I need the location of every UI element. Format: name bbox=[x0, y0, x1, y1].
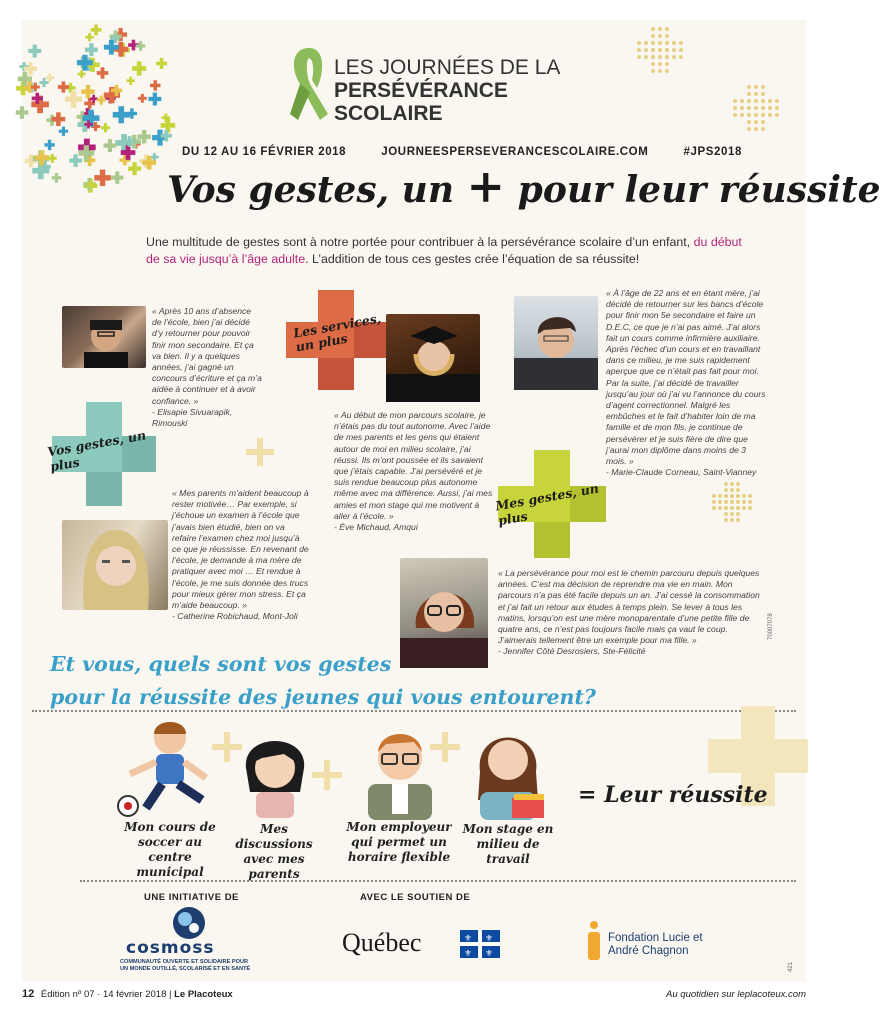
dot bbox=[768, 99, 772, 103]
confetti-plus-bar bbox=[94, 24, 98, 35]
testimonial-quote: « À l’âge de 22 ans et en étant mère, j’ai décidé de retourner sur les bancs d’école pour finir mon 5e secondaire et faire un D.E.C, ce que je n’ai pas aimé. J’ai alors fait un cours comme infirmière auxiliaire. Après l’échec d’un cours et en travaillant dans ce milieu, je me suis rapidement aperçue que ce n’était pas fait pour moi. Par la suite, j’ai décidé de travailler jusqu’au jour où j’ai vu l’annonce du cours d’agent correctionnel. Malgré les embûches et le fait d’habiter loin de ma famille et de mon fils, je continue de persévérer et je suis fière de dire que j’aurai mon diplôme dans moins de 3 mois. » bbox=[606, 288, 766, 467]
dot bbox=[658, 34, 662, 38]
confetti-plus-bar bbox=[86, 85, 90, 98]
dot bbox=[730, 518, 734, 522]
confetti-plus-bar bbox=[73, 154, 77, 167]
confetti-plus-bar bbox=[109, 40, 114, 55]
logo-line-1: LES JOURNÉES DE LA bbox=[334, 56, 561, 79]
dot bbox=[665, 41, 669, 45]
dot bbox=[761, 99, 765, 103]
dot bbox=[718, 500, 722, 504]
equation-item-intern: Mon stage en milieu de travail bbox=[462, 822, 554, 866]
dot bbox=[742, 506, 746, 510]
dot bbox=[761, 120, 765, 124]
confetti-plus-bar bbox=[115, 85, 119, 96]
testimonial-author: - Ève Michaud, Amqui bbox=[334, 522, 418, 533]
dot bbox=[730, 494, 734, 498]
confetti-plus-bar bbox=[34, 83, 37, 92]
confetti-plus-bar bbox=[49, 74, 52, 82]
dot bbox=[775, 113, 779, 117]
dot bbox=[724, 494, 728, 498]
dotted-cross-pattern bbox=[610, 20, 806, 150]
confetti-plus-bar bbox=[92, 95, 95, 103]
confetti-plus-bar bbox=[40, 151, 45, 165]
confetti-plus-bar bbox=[153, 153, 156, 162]
plus-operator-2 bbox=[312, 760, 342, 790]
dot bbox=[754, 120, 758, 124]
dot bbox=[679, 55, 683, 59]
dot bbox=[761, 85, 765, 89]
confetti-plus-bar bbox=[80, 70, 83, 78]
confetti-plus-bar bbox=[89, 43, 93, 56]
confetti-plus-bar bbox=[28, 62, 32, 75]
testimonial-quote: « Mes parents m’aident beaucoup à rester motivée… Par exemple, si j’échoue un examen à l’école que j’avais bien étudié, bien on va refaire l’examen chez moi jusqu’à ce que je réussisse. En revenant de l’école, je demande à ma mère de pratiquer avec moi … Et rendue à l’école, je me suis donnée des trucs pour mieux gérer mon stress. Et ça m’aide beaucoup. » bbox=[172, 488, 309, 611]
confetti-plus-bar bbox=[118, 42, 123, 57]
dotted-cross-small bbox=[702, 472, 762, 532]
confetti-plus-bar bbox=[101, 67, 105, 78]
confetti-plus-bar bbox=[90, 180, 93, 189]
headline-plus: + bbox=[466, 159, 506, 213]
confetti-plus-bar bbox=[130, 108, 133, 118]
question bbox=[50, 648, 710, 714]
dot bbox=[658, 27, 662, 31]
intro-highlight: du début de sa vie jusqu’à l’âge adulte bbox=[146, 235, 742, 266]
dot bbox=[740, 99, 744, 103]
dot bbox=[775, 106, 779, 110]
dot bbox=[730, 488, 734, 492]
testimonial-author: - Jennifer Côté Desrosiers, Ste-Félicité bbox=[498, 646, 646, 657]
event-dates: DU 12 AU 16 FÉVRIER 2018 bbox=[182, 146, 347, 158]
dot bbox=[736, 494, 740, 498]
side-code-small: 421 bbox=[788, 961, 794, 972]
soccer-boy-illustration bbox=[106, 714, 226, 824]
fondation-name: Fondation Lucie et André Chagnon bbox=[608, 932, 703, 957]
confetti-plus-pattern bbox=[22, 20, 182, 220]
dot bbox=[747, 127, 751, 131]
intro-paragraph bbox=[146, 234, 742, 268]
dot bbox=[768, 106, 772, 110]
dot bbox=[651, 62, 655, 66]
confetti-plus-bar bbox=[132, 40, 136, 51]
divider-top bbox=[32, 710, 796, 712]
equation-item-employer: Mon employeur qui permet un horaire flexible bbox=[346, 820, 452, 864]
vos-gestes-badge-label: Vos gestes, un plus bbox=[46, 427, 148, 475]
testimonial-elisapie bbox=[152, 306, 262, 429]
dot bbox=[724, 518, 728, 522]
event-website[interactable]: JOURNEESPERSEVERANCESCOLAIRE.COM bbox=[381, 146, 649, 158]
dot bbox=[637, 48, 641, 52]
cosmoss-name: cosmoss bbox=[126, 938, 215, 958]
dot bbox=[761, 92, 765, 96]
confetti-plus-bar bbox=[118, 106, 124, 123]
svg-text:⚜: ⚜ bbox=[464, 949, 473, 959]
dot bbox=[658, 41, 662, 45]
girl-illustration bbox=[240, 728, 310, 818]
side-code: 70007078 bbox=[768, 613, 774, 640]
logo-text bbox=[334, 56, 560, 125]
testimonial-quote: « Au début de mon parcours scolaire, je n’étais pas du tout autonome. Avec l’aide de mes parents et les gens qui étaient autour de moi en milieu scolaire, j’ai réussi. Ils m’ont poussée et ils savaient que j’étais capable. J’ai persévéré et je suis rendue beaucoup plus autonome même avec ma différence. Aussi, j’ai mes amies et mon stage qui me motivent à aller à l’école. » bbox=[334, 410, 493, 521]
dot bbox=[665, 62, 669, 66]
headline-part-1: Vos gestes, un bbox=[167, 169, 454, 211]
dot bbox=[724, 506, 728, 510]
confetti-plus-bar bbox=[100, 95, 103, 104]
dot bbox=[665, 55, 669, 59]
testimonial-jennifer bbox=[498, 568, 764, 658]
logo-line-2: PERSÉVÉRANCE bbox=[334, 79, 508, 102]
confetti-plus-bar bbox=[55, 173, 58, 183]
mes-gestes-badge-label: Mes gestes, un plus bbox=[494, 480, 600, 529]
dot bbox=[637, 55, 641, 59]
dot bbox=[761, 113, 765, 117]
confetti-plus-bar bbox=[71, 91, 77, 108]
dot bbox=[747, 113, 751, 117]
quebec-flag-icon bbox=[460, 930, 500, 958]
photo-marie-claude bbox=[514, 296, 598, 390]
svg-text:⚜: ⚜ bbox=[464, 934, 473, 944]
dot bbox=[754, 99, 758, 103]
dot bbox=[733, 106, 737, 110]
dot bbox=[736, 512, 740, 516]
dot bbox=[724, 482, 728, 486]
dot bbox=[644, 48, 648, 52]
dot bbox=[665, 34, 669, 38]
dot bbox=[754, 106, 758, 110]
dot bbox=[651, 69, 655, 73]
confetti-plus-bar bbox=[33, 45, 37, 58]
confetti-plus-bar bbox=[129, 77, 132, 85]
dot bbox=[718, 494, 722, 498]
dot bbox=[754, 113, 758, 117]
dot bbox=[742, 500, 746, 504]
dot bbox=[736, 506, 740, 510]
testimonial-quote: « La persévérance pour moi est le chemin parcouru depuis quelques années. C’est ma décision de reprendre ma vie en main. Mon parcours n’a pas été facile depuis un an. J’ai cessé la consommation et j’ai fait un retour aux études à temps plein. Se lever à tous les matins, lorsqu’on est une mère monoparentale d’une petite fille de quatre ans, ce n’est pas toujours facile mais ça vaut le coup. J’aimerais tellement être un exemple pour ma fille. » bbox=[498, 568, 760, 646]
dot bbox=[658, 62, 662, 66]
subheader bbox=[182, 146, 742, 158]
edition-info: Édition nº 07 · 14 février 2018 | bbox=[40, 989, 172, 1000]
fondation-logo-icon bbox=[584, 920, 604, 962]
dot bbox=[651, 48, 655, 52]
confetti-plus-bar bbox=[128, 136, 132, 147]
confetti-plus-bar bbox=[113, 34, 116, 43]
photo-catherine bbox=[62, 520, 168, 610]
dot bbox=[651, 34, 655, 38]
cosmoss-logo-icon bbox=[172, 906, 206, 940]
dot bbox=[724, 500, 728, 504]
testimonial-author: - Catherine Robichaud, Mont-Joli bbox=[172, 611, 298, 622]
confetti-plus-bar bbox=[100, 170, 105, 186]
dot bbox=[712, 506, 716, 510]
confetti-plus-bar bbox=[126, 145, 131, 160]
paper-name: Le Placoteux bbox=[174, 989, 233, 1000]
testimonial-eve bbox=[334, 410, 494, 533]
dot bbox=[748, 494, 752, 498]
dot bbox=[740, 113, 744, 117]
dot bbox=[658, 69, 662, 73]
confetti-plus-bar bbox=[104, 123, 107, 132]
dot bbox=[651, 27, 655, 31]
dot bbox=[679, 48, 683, 52]
confetti-plus-bar bbox=[160, 58, 164, 69]
question-line-1: Et vous, quels sont vos gestes bbox=[50, 652, 392, 676]
dot bbox=[718, 506, 722, 510]
dot bbox=[768, 113, 772, 117]
cosmoss-tagline: COMMUNAUTÉ OUVERTE ET SOLIDAIRE POUR UN MONDE OUTILLÉ, SCOLARISÉ ET EN SANTÉ bbox=[120, 959, 251, 972]
dot bbox=[644, 55, 648, 59]
question-line-2: pour la réussite des jeunes qui vous entourent? bbox=[50, 685, 596, 709]
logo-line-3: SCOLAIRE bbox=[334, 102, 443, 125]
dot bbox=[754, 92, 758, 96]
confetti-plus-bar bbox=[157, 130, 162, 146]
testimonial-marie-claude bbox=[606, 288, 766, 478]
confetti-plus-bar bbox=[35, 93, 39, 104]
confetti-plus-bar bbox=[20, 106, 24, 119]
confetti-plus-bar bbox=[142, 130, 146, 143]
dot bbox=[736, 482, 740, 486]
dot bbox=[672, 55, 676, 59]
testimonial-author: - Marie-Claude Corneau, Saint-Vianney bbox=[606, 467, 757, 478]
dot bbox=[637, 41, 641, 45]
dot bbox=[742, 494, 746, 498]
dot bbox=[651, 55, 655, 59]
testimonial-catherine bbox=[172, 488, 310, 622]
svg-text:⚜: ⚜ bbox=[485, 949, 494, 959]
dot bbox=[736, 488, 740, 492]
confetti-plus-bar bbox=[139, 41, 142, 51]
confetti-plus-bar bbox=[62, 127, 65, 136]
confetti-plus-bar bbox=[82, 55, 87, 71]
dot bbox=[761, 127, 765, 131]
dot bbox=[672, 48, 676, 52]
testimonial-author: - Elisapie Sivuarapik, Rimouski bbox=[152, 406, 233, 429]
confetti-plus-bar bbox=[88, 33, 91, 41]
confetti-plus-bar bbox=[153, 92, 157, 105]
photo-eve bbox=[386, 314, 480, 402]
support-label: AVEC LE SOUTIEN DE bbox=[360, 892, 471, 903]
dot bbox=[665, 48, 669, 52]
plus-operator-1 bbox=[212, 732, 242, 762]
dot bbox=[736, 518, 740, 522]
event-hashtag: #JPS2018 bbox=[683, 146, 742, 158]
dot bbox=[754, 127, 758, 131]
confetti-plus-bar bbox=[87, 120, 90, 128]
photo-elisapie bbox=[62, 306, 146, 368]
dot bbox=[724, 488, 728, 492]
confetti-plus-bar bbox=[62, 81, 66, 92]
dot bbox=[775, 99, 779, 103]
dot bbox=[712, 500, 716, 504]
equation-item-soccer: Mon cours de soccer au centre municipal bbox=[124, 820, 216, 879]
confetti-plus-bar bbox=[43, 78, 46, 87]
dot bbox=[754, 85, 758, 89]
dot bbox=[730, 506, 734, 510]
small-plus-icon bbox=[246, 438, 274, 466]
footer bbox=[22, 988, 806, 1004]
dot bbox=[724, 512, 728, 516]
confetti-plus-bar bbox=[153, 80, 156, 90]
initiative-label: UNE INITIATIVE DE bbox=[144, 892, 239, 903]
confetti-plus-bar bbox=[141, 94, 144, 103]
dot bbox=[712, 494, 716, 498]
dot bbox=[730, 512, 734, 516]
intro-text-2: . L’addition de tous ces gestes crée l’équation de sa réussite! bbox=[305, 252, 640, 266]
headline-part-2: pour leur réussite bbox=[517, 169, 881, 211]
dot bbox=[730, 500, 734, 504]
footer-tagline[interactable]: Au quotidien sur leplacoteux.com bbox=[666, 989, 806, 1000]
dot bbox=[736, 500, 740, 504]
confetti-plus-bar bbox=[108, 139, 112, 152]
dot bbox=[658, 48, 662, 52]
dot bbox=[748, 506, 752, 510]
confetti-plus-bar bbox=[94, 122, 97, 131]
confetti-plus-bar bbox=[23, 72, 28, 86]
confetti-plus-bar bbox=[28, 81, 32, 92]
confetti-plus-bar bbox=[29, 155, 33, 168]
dot bbox=[748, 500, 752, 504]
dot bbox=[740, 106, 744, 110]
ribbon-logo-icon bbox=[284, 44, 334, 124]
confetti-plus-bar bbox=[48, 140, 51, 150]
confetti-plus-bar bbox=[165, 114, 168, 122]
equation-item-discussions: Mes discussions avec mes parents bbox=[235, 822, 313, 881]
confetti-plus-bar bbox=[132, 162, 136, 175]
dot bbox=[679, 41, 683, 45]
confetti-plus-bar bbox=[137, 61, 142, 75]
dot bbox=[747, 85, 751, 89]
confetti-plus-bar bbox=[51, 154, 54, 163]
dot bbox=[644, 41, 648, 45]
plus-operator-3 bbox=[430, 732, 460, 762]
headline bbox=[167, 159, 881, 214]
equation-result: = Leur réussite bbox=[578, 782, 768, 808]
employer-illustration bbox=[362, 720, 438, 820]
dot bbox=[761, 106, 765, 110]
dot bbox=[665, 69, 669, 73]
services-badge-label: Les services, un plus bbox=[292, 310, 383, 355]
dot bbox=[747, 106, 751, 110]
dot bbox=[747, 92, 751, 96]
dot bbox=[730, 482, 734, 486]
confetti-plus-bar bbox=[115, 171, 119, 183]
confetti-plus-bar bbox=[84, 145, 89, 161]
confetti-plus-bar bbox=[147, 156, 152, 170]
confetti-plus-bar bbox=[164, 130, 168, 141]
page bbox=[22, 20, 881, 982]
page-number: 12 bbox=[22, 988, 35, 1000]
dot bbox=[747, 99, 751, 103]
svg-text:⚜: ⚜ bbox=[485, 934, 494, 944]
quebec-wordmark: Québec bbox=[342, 928, 422, 957]
divider-bottom bbox=[80, 880, 796, 882]
dot bbox=[665, 27, 669, 31]
intro-text-1: Une multitude de gestes sont à notre portée pour contribuer à la persévérance scolaire d’un enfant, bbox=[146, 235, 691, 249]
confetti-plus-bar bbox=[56, 112, 61, 126]
dot bbox=[733, 113, 737, 117]
testimonial-quote: « Après 10 ans d’absence de l’école, bien j’ai décidé d’y retourner pour pouvoir finir mon secondaire. Et ça va bien. Il y a quelques années, j’ai gagné un concours d’écriture et ça m’a aidée à continuer et à avoir confiance. » bbox=[152, 306, 262, 406]
dot bbox=[747, 120, 751, 124]
intern-illustration bbox=[466, 720, 556, 820]
dot bbox=[658, 55, 662, 59]
dot bbox=[733, 99, 737, 103]
dot bbox=[651, 41, 655, 45]
dot bbox=[672, 41, 676, 45]
